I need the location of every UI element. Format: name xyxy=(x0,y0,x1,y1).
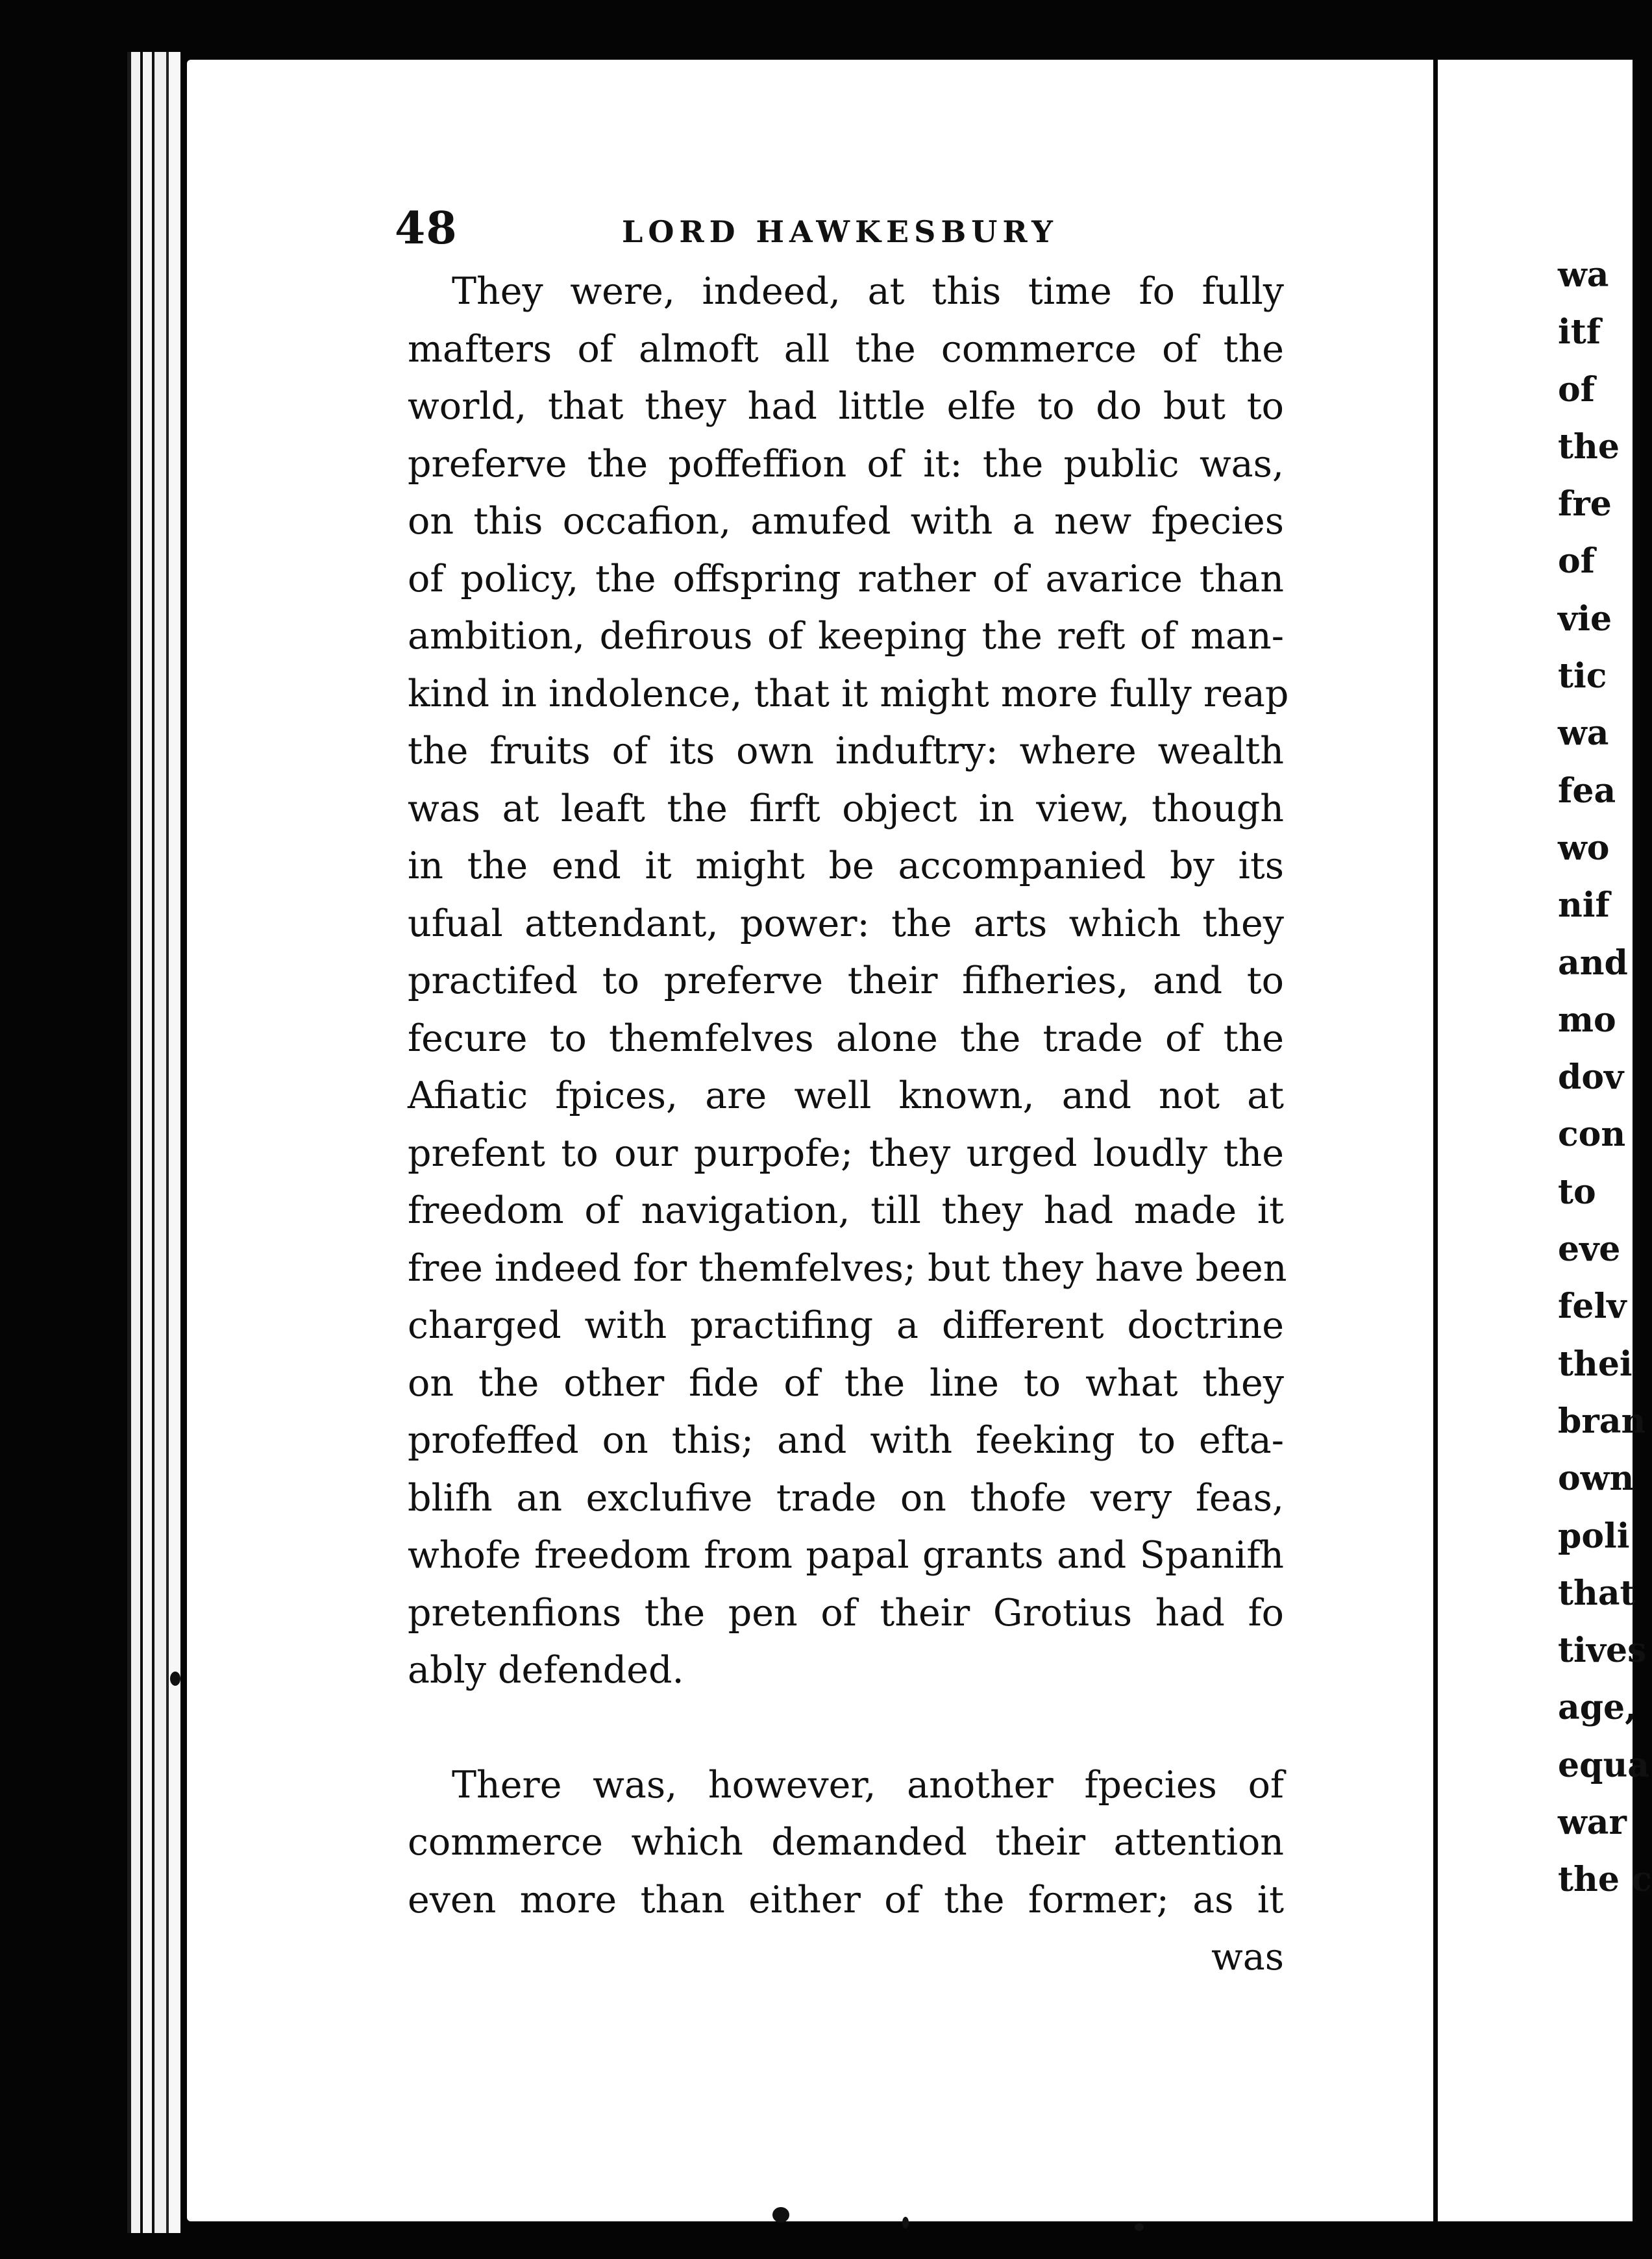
catchword: was xyxy=(1211,1936,1284,1979)
text-line: world, that they had little elfe to do but to xyxy=(408,385,1284,428)
facing-line: and xyxy=(1558,943,1628,983)
facing-line: of xyxy=(1558,369,1596,410)
text-line: ably defended. xyxy=(408,1649,684,1692)
facing-line: equa xyxy=(1558,1745,1649,1785)
page-edge-stack xyxy=(127,52,180,2233)
facing-line: fre xyxy=(1558,484,1612,525)
facing-line: vie xyxy=(1558,599,1612,639)
text-line: freedom of navigation, till they had made it xyxy=(408,1189,1284,1232)
facing-line: the c xyxy=(1558,1860,1652,1900)
text-line: pretenfions the pen of their Grotius had fo xyxy=(408,1591,1284,1635)
facing-line: war xyxy=(1558,1803,1627,1843)
text-line: practifed to preferve their fifheries, and to xyxy=(408,959,1284,1002)
text-line: whofe freedom from papal grants and Spanifh xyxy=(408,1534,1284,1577)
scan-speck xyxy=(902,2217,909,2228)
scan-speck xyxy=(772,2207,789,2223)
text-line: on this occafion, amufed with a new fpecies xyxy=(408,500,1284,543)
text-line: profeffed on this; and with feeking to efta- xyxy=(408,1419,1284,1462)
text-line: prefent to our purpofe; they urged loudly the xyxy=(408,1131,1284,1175)
body-text xyxy=(408,263,1289,1986)
running-head: LORD HAWKESBURY xyxy=(622,214,1058,249)
text-line: in the end it might be accompanied by its xyxy=(408,845,1284,887)
text-line: They were, indeed, at this time fo fully xyxy=(452,270,1284,313)
text-line: charged with practifing a different doctrine xyxy=(408,1304,1284,1347)
text-line: There was, however, another fpecies of xyxy=(452,1763,1284,1807)
text-line: even more than either of the former; as it xyxy=(408,1878,1284,1921)
text-line: ufual attendant, power: the arts which they xyxy=(408,902,1284,945)
text-line: preferve the poffeffion of it: the public was, xyxy=(408,442,1284,486)
facing-line: fea xyxy=(1558,771,1616,811)
text-line: ambition, defirous of keeping the reft of man- xyxy=(408,615,1284,658)
text-line: Afiatic fpices, are well known, and not at xyxy=(408,1074,1284,1117)
facing-line: of xyxy=(1558,541,1596,582)
facing-line: poli xyxy=(1558,1516,1630,1556)
facing-line: bran xyxy=(1558,1401,1646,1441)
page-number: 48 xyxy=(395,203,458,254)
facing-line: age, xyxy=(1558,1688,1637,1728)
text-line: was at leaft the firft object in view, though xyxy=(408,787,1284,830)
facing-line: dov xyxy=(1558,1057,1624,1098)
text-line: commerce which demanded their attention xyxy=(408,1821,1284,1864)
facing-line: nif xyxy=(1558,885,1610,926)
facing-line: to xyxy=(1558,1172,1596,1212)
facing-page-text xyxy=(1558,247,1652,1909)
facing-line: wa xyxy=(1558,713,1609,754)
facing-line: thei xyxy=(1558,1344,1633,1384)
paragraph-gap xyxy=(408,1699,1284,1757)
text-line: mafters of almoft all the commerce of the xyxy=(408,327,1284,371)
facing-line: tives xyxy=(1558,1631,1647,1671)
facing-line: that xyxy=(1558,1573,1636,1613)
text-line: kind in indolence, that it might more fully reap xyxy=(408,672,1289,715)
text-line: fecure to themfelves alone the trade of the xyxy=(408,1017,1284,1060)
page-header xyxy=(395,203,1284,254)
facing-line: felv xyxy=(1558,1287,1627,1327)
facing-line: eve xyxy=(1558,1229,1621,1270)
text-line: on the other fide of the line to what they xyxy=(408,1361,1284,1405)
facing-line: wo xyxy=(1558,828,1610,868)
text-line: free indeed for themfelves; but they have been xyxy=(408,1246,1287,1290)
facing-line: the xyxy=(1558,426,1620,467)
scan-speck xyxy=(170,1672,180,1686)
facing-line: mo xyxy=(1558,1000,1616,1040)
facing-line: con xyxy=(1558,1115,1626,1155)
scan-speck xyxy=(1135,2223,1144,2231)
text-line: blifh an exclufive trade on thofe very feas, xyxy=(408,1476,1284,1520)
text-line: the fruits of its own induftry: where wealth xyxy=(408,730,1284,772)
facing-line: tic xyxy=(1558,656,1607,697)
facing-line: itf xyxy=(1558,312,1601,352)
facing-line: own xyxy=(1558,1459,1634,1499)
text-line: of policy, the offspring rather of avarice than xyxy=(408,557,1284,600)
facing-line: wa xyxy=(1558,255,1609,295)
